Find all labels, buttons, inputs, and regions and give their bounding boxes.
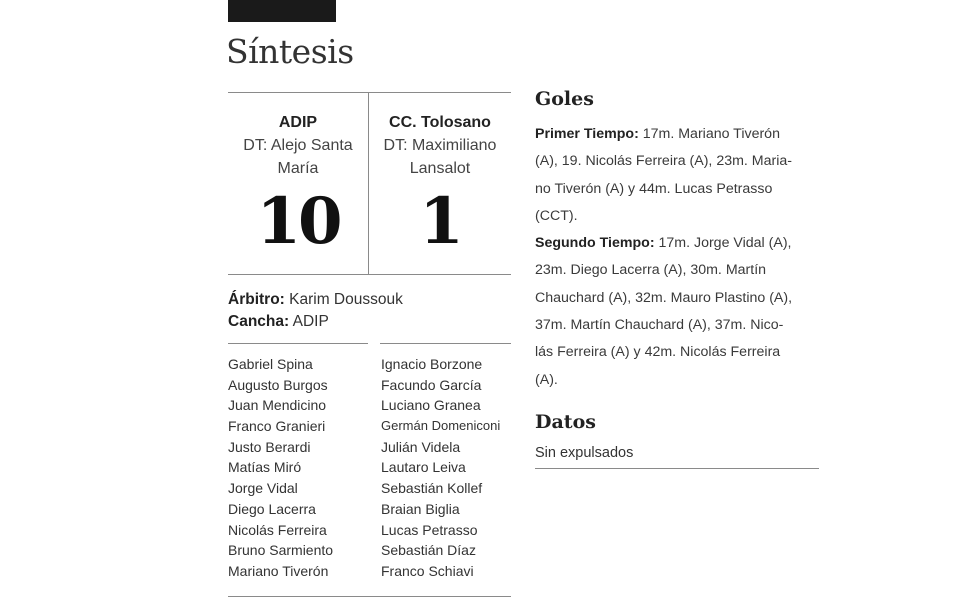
- datos-heading: Datos: [535, 411, 596, 433]
- away-player: Germán Domeniconi: [381, 418, 501, 434]
- stadium-value: ADIP: [292, 313, 329, 330]
- away-player: Sebastián Kollef: [381, 480, 483, 497]
- goals-line: (CCT).: [535, 207, 578, 224]
- divider: [228, 343, 368, 344]
- stadium: [228, 311, 329, 332]
- away-player: Sebastián Díaz: [381, 542, 476, 559]
- away-player: Ignacio Borzone: [381, 356, 483, 372]
- second-half-label: Segundo Tiempo:: [535, 235, 655, 252]
- home-coach-line1: DT: Alejo Santa: [243, 137, 353, 154]
- home-player: Franco Granieri: [228, 418, 326, 435]
- referee-label: Árbitro:: [228, 291, 285, 308]
- goals-line: no Tiverón (A) y 44m. Lucas Petrasso: [535, 180, 773, 197]
- away-player: Julián Videla: [381, 438, 461, 455]
- goals-line-text: 17m. Mariano Tiverón: [638, 126, 780, 142]
- goals-line: [535, 121, 825, 148]
- goals-line: [535, 230, 825, 257]
- away-player: Luciano Granea: [381, 397, 481, 414]
- home-player: Augusto Burgos: [228, 376, 328, 393]
- goals-line: Chauchard (A), 32m. Mauro Plastino (A),: [535, 289, 793, 306]
- goals-line: lás Ferreira (A) y 42m. Nicolás Ferreira: [535, 344, 781, 361]
- away-player: Lucas Petrasso: [381, 521, 478, 538]
- home-player: Mariano Tiverón: [228, 562, 329, 579]
- home-player: Justo Berardi: [228, 438, 311, 455]
- away-coach-line2: Lansalot: [409, 160, 471, 177]
- home-player: Juan Mendicino: [228, 397, 327, 414]
- home-player: Jorge Vidal: [228, 480, 298, 497]
- home-team: [228, 112, 368, 180]
- away-lineup: [381, 354, 500, 582]
- home-player: Nicolás Ferreira: [228, 521, 327, 538]
- away-player: Franco Schiavi: [381, 562, 474, 579]
- home-coach-line2: María: [277, 160, 319, 177]
- home-player: Gabriel Spina: [228, 356, 313, 372]
- header-bar: [228, 0, 336, 22]
- first-half-label: Primer Tiempo:: [535, 126, 639, 142]
- divider: [228, 596, 511, 597]
- goals-line: 37m. Martín Chauchard (A), 37m. Nico-: [535, 317, 784, 334]
- home-lineup: [228, 354, 333, 582]
- goals-line: (A), 19. Nicolás Ferreira (A), 23m. Maria-: [535, 153, 793, 170]
- home-player: Matías Miró: [228, 459, 302, 476]
- home-player: Bruno Sarmiento: [228, 542, 334, 559]
- goals-text: [535, 121, 825, 394]
- goals-heading: Goles: [535, 88, 594, 110]
- stadium-label: Cancha:: [228, 313, 290, 330]
- goals-line: (A).: [535, 371, 558, 388]
- divider: [380, 343, 511, 344]
- home-score: 10: [256, 184, 340, 259]
- away-team-name: CC. Tolosano: [389, 114, 491, 131]
- referee: [228, 289, 403, 310]
- home-team-name: ADIP: [278, 114, 318, 131]
- datos-text: Sin expulsados: [535, 445, 634, 461]
- away-team: [369, 112, 511, 180]
- goals-line-text: 17m. Jorge Vidal (A),: [654, 235, 792, 252]
- divider: [228, 92, 511, 93]
- referee-value: Karim Doussouk: [289, 291, 403, 308]
- away-score: 1: [419, 184, 461, 259]
- divider: [535, 468, 819, 469]
- away-coach-line1: DT: Maximiliano: [383, 137, 497, 154]
- away-player: Braian Biglia: [381, 500, 460, 517]
- away-player: Facundo García: [381, 376, 482, 393]
- page-title: Síntesis: [226, 32, 354, 71]
- goals-line: 23m. Diego Lacerra (A), 30m. Martín: [535, 262, 767, 279]
- divider: [228, 274, 511, 275]
- home-player: Diego Lacerra: [228, 500, 316, 517]
- away-player: Lautaro Leiva: [381, 459, 466, 476]
